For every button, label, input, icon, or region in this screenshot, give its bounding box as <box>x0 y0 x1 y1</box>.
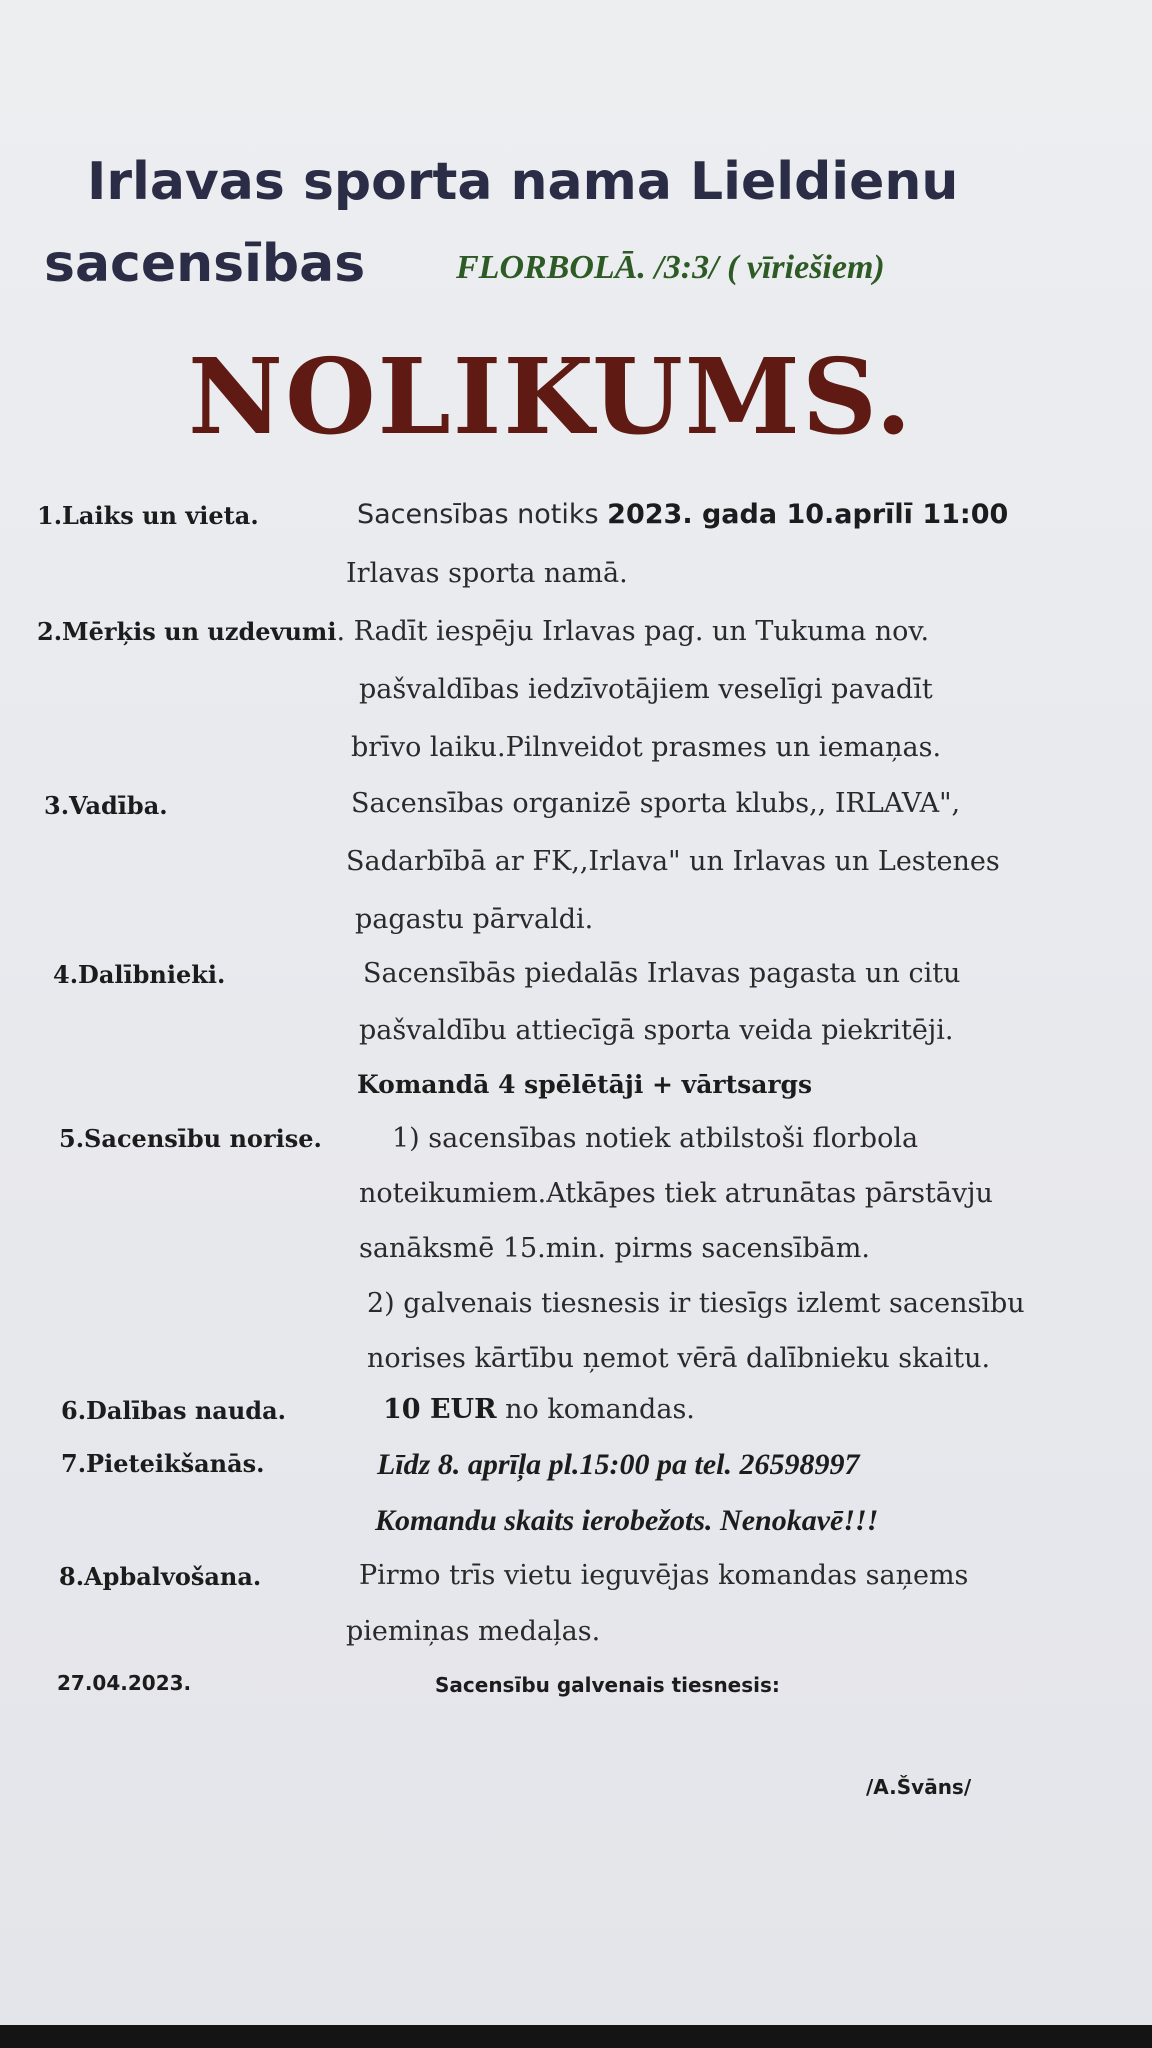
section-4-team-composition: Komandā 4 spēlētāji + vārtsargs <box>357 1070 813 1099</box>
section-3-line-2: Sadarbībā ar FK,,Irlava" un Irlavas un Lestenes <box>346 846 1000 877</box>
section-5-line-5: norises kārtību ņemot vērā dalībnieku skaitu. <box>367 1343 991 1374</box>
section-8-line-1: Pirmo trīs vietu ieguvējas komandas saņems <box>359 1560 969 1591</box>
section-5-line-1: 1) sacensības notiek atbilstoši florbola <box>392 1123 919 1154</box>
section-2-text: . Radīt iespēju Irlavas pag. un Tukuma nov. <box>336 616 930 647</box>
title-line-1: Irlavas sporta nama Lieldienu <box>87 152 959 212</box>
section-6-fee-amount: 10 EUR <box>383 1394 497 1425</box>
discipline-subtitle: FLORBOLĀ. /3:3/ ( vīriešiem) <box>456 249 885 286</box>
footer-date: 27.04.2023. <box>57 1671 192 1695</box>
footer-judge-label: Sacensību galvenais tiesnesis: <box>435 1673 780 1697</box>
section-5-line-4: 2) galvenais tiesnesis ir tiesīgs izlemt sacensību <box>367 1288 1025 1319</box>
section-2-line-1 <box>37 616 929 647</box>
section-1-line-2: Irlavas sporta namā. <box>346 558 628 589</box>
section-3-line-3: pagastu pārvaldi. <box>355 904 594 935</box>
section-2-label: 2.Mērķis un uzdevumi <box>37 617 337 646</box>
section-4-label: 4.Dalībnieki. <box>53 960 226 989</box>
section-7-line-1: Līdz 8. aprīļa pl.15:00 pa tel. 26598997 <box>377 1448 860 1481</box>
section-7-label: 7.Pieteikšanās. <box>61 1449 265 1478</box>
section-8-line-2: piemiņas medaļas. <box>346 1616 601 1647</box>
section-4-line-1: Sacensībās piedalās Irlavas pagasta un citu <box>363 958 961 989</box>
section-1-text: Sacensības notiks <box>357 499 608 530</box>
section-5-line-2: noteikumiem.Atkāpes tiek atrunātas pārstāvju <box>359 1178 993 1209</box>
section-3-line-1: Sacensības organizē sporta klubs,, IRLAVA", <box>351 788 961 819</box>
bottom-edge <box>0 2025 1152 2048</box>
section-1-line-1 <box>357 499 1008 530</box>
section-7-line-2: Komandu skaits ierobežots. Nenokavē!!! <box>375 1504 879 1537</box>
section-2-line-3: brīvo laiku.Pilnveidot prasmes un iemaņas. <box>351 732 942 763</box>
section-1-date-time: 2023. gada 10.aprīlī 11:00 <box>607 499 1009 530</box>
section-8-label: 8.Apbalvošana. <box>59 1562 262 1591</box>
section-1-label: 1.Laiks un vieta. <box>37 501 259 530</box>
section-6-fee <box>383 1394 695 1425</box>
section-5-label: 5.Sacensību norise. <box>59 1124 322 1153</box>
headline-nolikums: NOLIKUMS. <box>188 335 914 458</box>
section-6-label: 6.Dalības nauda. <box>61 1396 286 1425</box>
section-3-label: 3.Vadība. <box>44 791 168 820</box>
section-4-line-2: pašvaldību attiecīgā sporta veida piekritēji. <box>359 1015 954 1046</box>
section-2-line-2: pašvaldības iedzīvotājiem veselīgi pavadīt <box>359 674 933 705</box>
footer-signature: /A.Švāns/ <box>866 1775 972 1799</box>
title-line-2: sacensības <box>44 234 366 294</box>
section-5-line-3: sanāksmē 15.min. pirms sacensībām. <box>359 1233 870 1264</box>
section-6-fee-text: no komandas. <box>496 1394 695 1425</box>
